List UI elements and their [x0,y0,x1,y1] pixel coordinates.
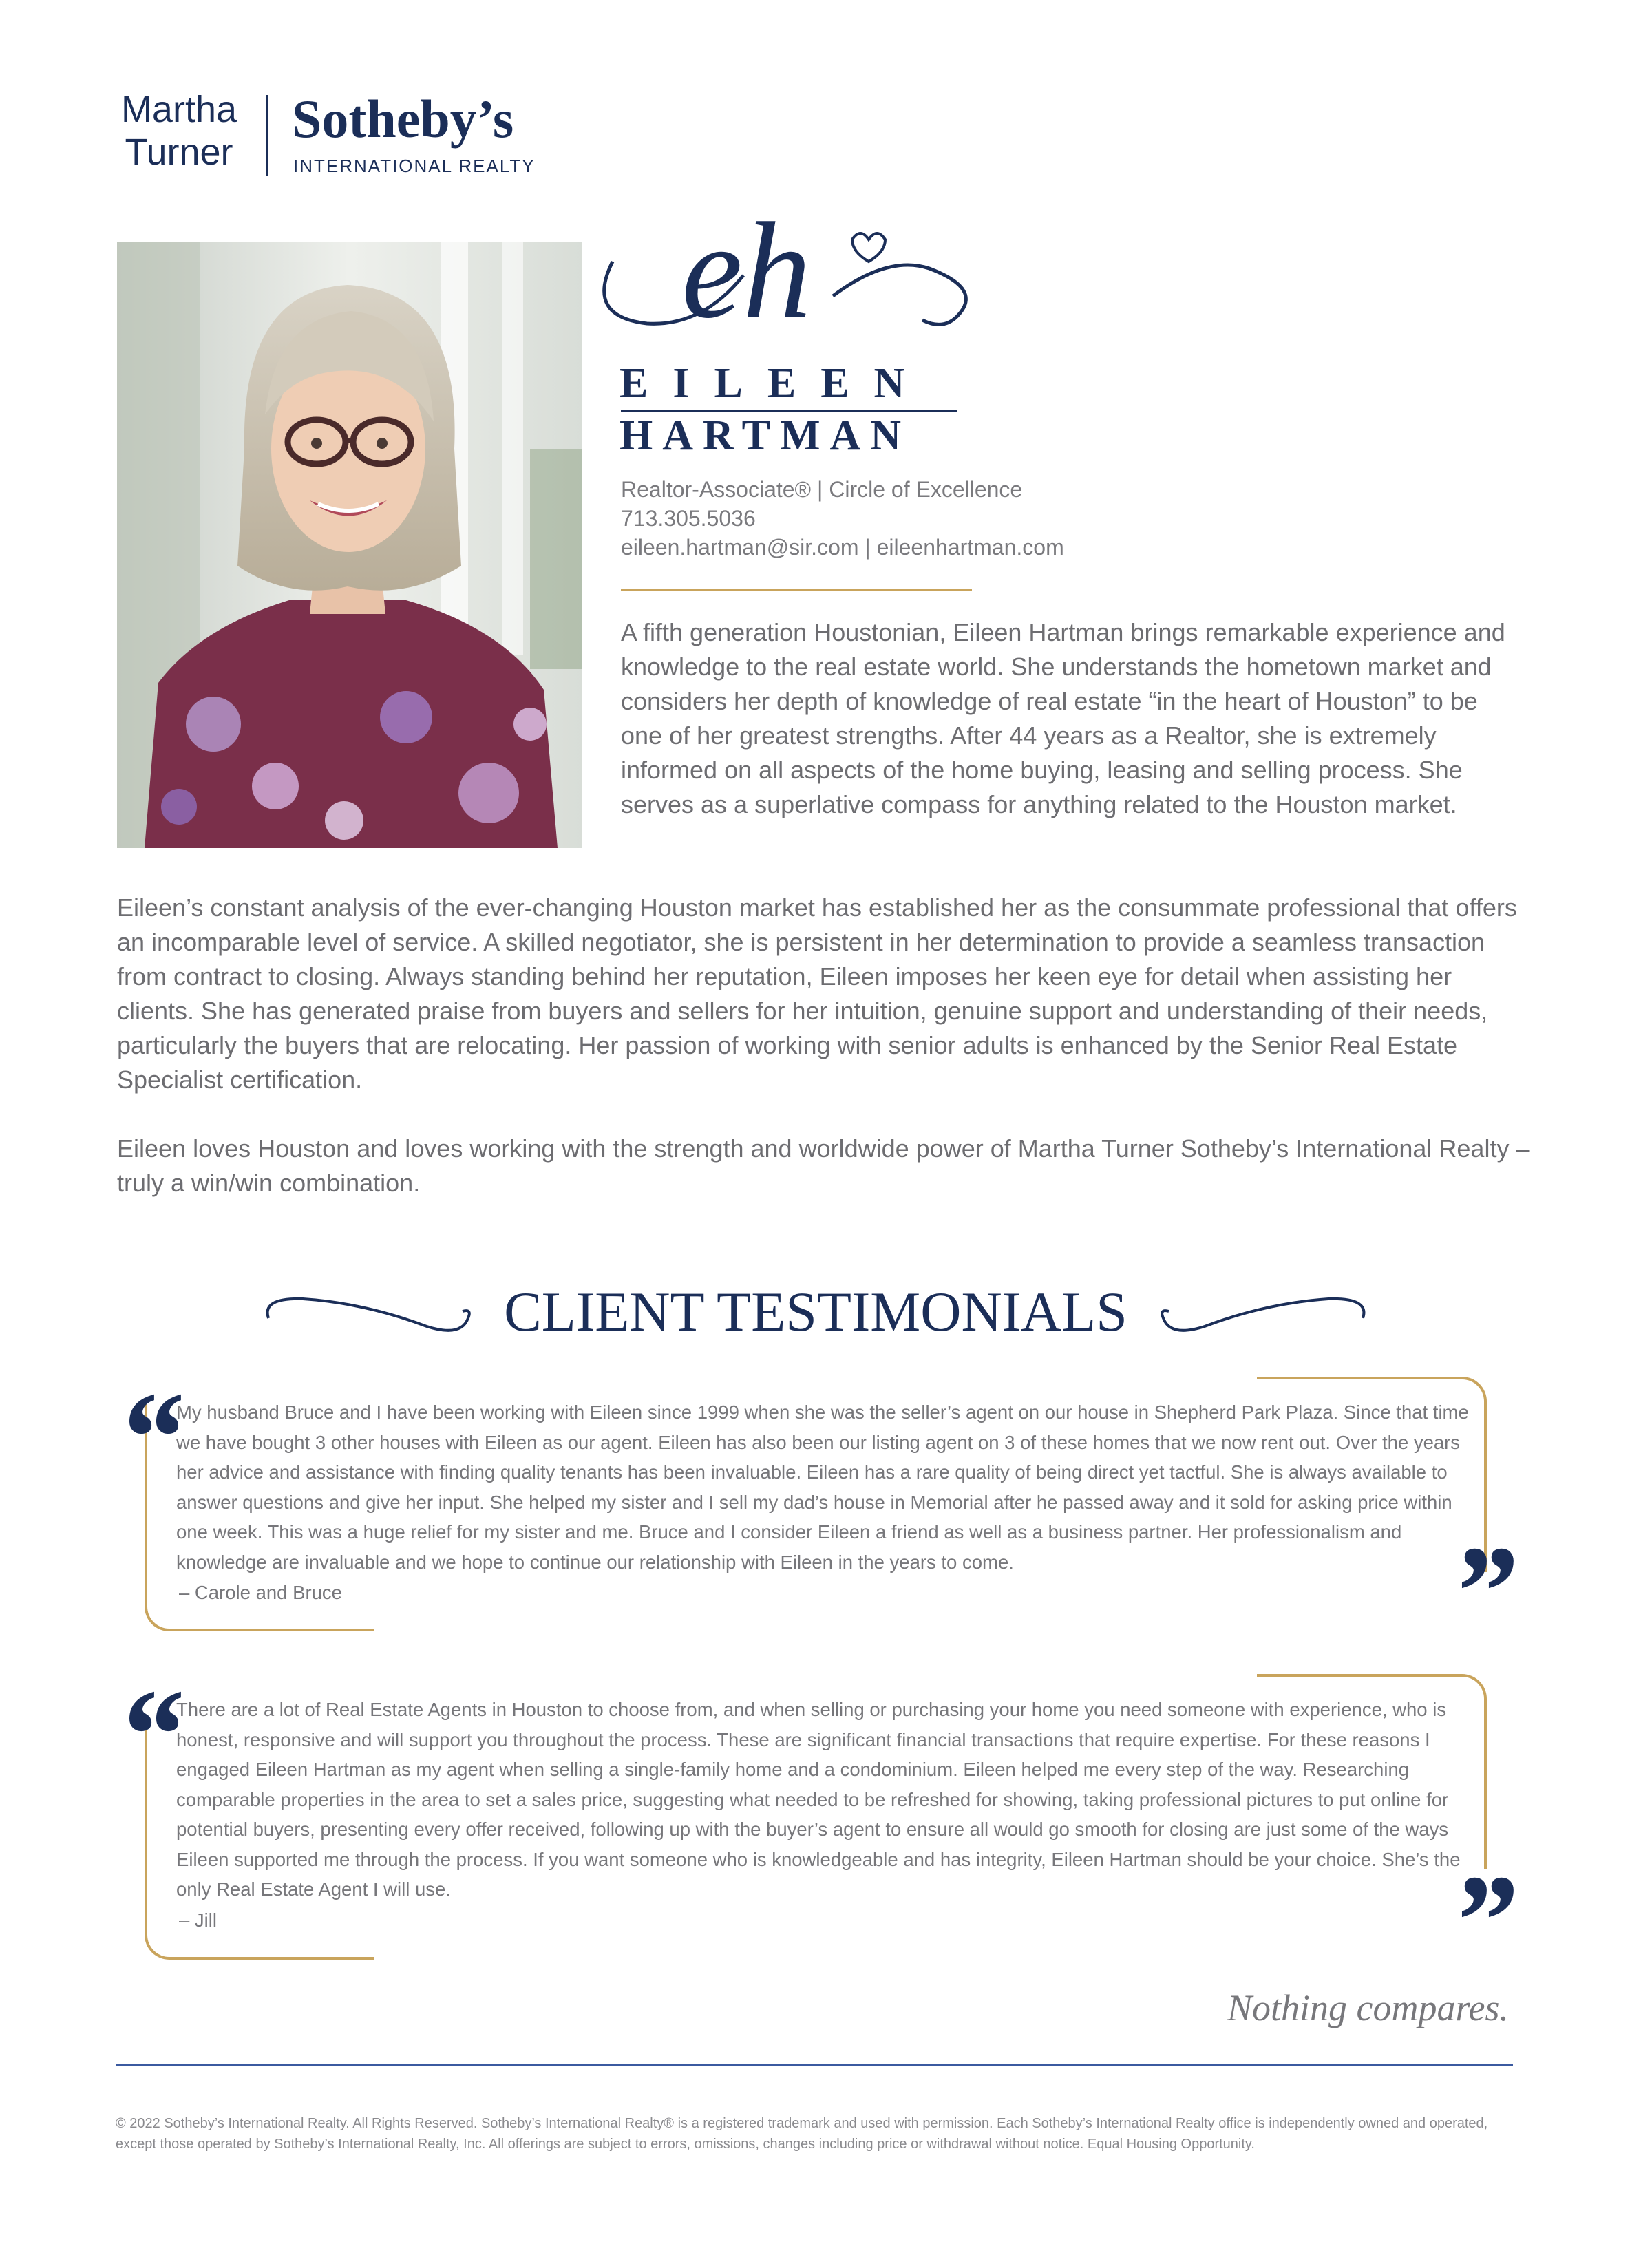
testimonial-author: – Jill [179,1909,218,1931]
brand-sothebys: Sotheby’s [292,89,514,149]
footer-divider [116,2064,1513,2066]
agent-last-name: HARTMAN [620,412,911,459]
brand-turner: Turner [125,131,233,173]
agent-title: Realtor-Associate® | Circle of Excellence [621,477,1023,502]
contact-divider [621,589,972,591]
testimonial-author: – Carole and Bruce [179,1582,342,1603]
heart-icon [852,233,885,262]
open-quote-icon: “ [117,1663,182,1808]
testimonial-card [117,1663,1516,1993]
bio-paragraph: Eileen’s constant analysis of the ever-changing Houston market has established her as the consummate professional that offers an incomparable level of service. A skilled negotiator, she is persistent in her determination to provide a seamless transaction from contract to closing. Always standing behind her reputation, Eileen imposes her keen eye for detail when assisting her clients. She has generated praise from buyers and sellers for her intuition, genuine support and understanding of their needs, particularly the buyers that are relocating. Her passion of working with senior adults is enhanced by the Senior Real Estate Specialist certification. [117,893,1517,1094]
testimonial-card [117,1366,1516,1664]
testimonial-text: My husband Bruce and I have been working with Eileen since 1999 when she was the seller’s agent on our house in Shepherd Park Plaza. Since that time we have bought 3 other houses with Eileen as our agent. Eileen has also been our listing agent on 3 of these homes that we now rent out. Over the years her advice and assistance with finding quality tenants has been invaluable. Eileen has a rare quality of being direct yet tactful. She is always available to answer questions and give her input. She helped my sister and I sell my dad’s house in Memorial after he passed away and it sold for asking price within one week. This was a huge relief for my sister and me. Bruce and I consider Eileen a friend as well as a business partner. Her professionalism and knowledge are invaluable and we hope to continue our relationship with Eileen in the years to come. [176,1401,1469,1573]
brand-martha: Martha [120,89,237,130]
bio-paragraph: A fifth generation Houstonian, Eileen Hartman brings remarkable experience and knowledge to the real estate world. She understands the hometown market and considers her depth of knowledge of real estate “in the heart of Houston” to be one of her greatest strengths. After 44 years as a Realtor, she is extremely informed on all aspects of the home buying, leasing and selling process. She serves as a superlative compass for anything related to the Houston market. [621,618,1505,818]
tagline: Nothing compares. [1227,1987,1509,2028]
agent-photo [117,242,582,848]
agent-first-name: EILEEN [620,360,930,407]
decorative-swash-left [262,1284,482,1339]
agent-contact-block [621,475,1064,562]
brand-international-realty: INTERNATIONAL REALTY [293,156,536,176]
decorative-swash-right [1150,1284,1370,1339]
brokerage-logo-martha-turner [110,88,248,173]
testimonial-text: There are a lot of Real Estate Agents in Houston to choose from, and when selling or purchasing your home you need someone with experience, who is honest, responsive and will support you throughout the process. These are significant financial transactions that require expertise. For these reasons I engaged Eileen Hartman as my agent when selling a single-family home and a condominium. Eileen helped me every step of the way. Researching comparable properties in the area to set a sales price, suggesting what needed to be refreshed for showing, taking professional pictures to put online for potential buyers, presenting every offer received, following up with the buyer’s agent to ensure all would go smooth for closing are just some of the ways Eileen supported me through the process. If you want someone who is knowledgeable and has integrity, Eileen Hartman should be your choice. She’s the only Real Estate Agent I will use. [176,1699,1461,1900]
open-quote-icon: “ [117,1366,182,1510]
bio-paragraph: Eileen loves Houston and loves working with the strength and worldwide power of Martha Turner Sotheby’s International Realty – truly a win/win combination. [117,1134,1530,1197]
agent-email-website[interactable]: eileen.hartman@sir.com | eileenhartman.com [621,535,1064,560]
agent-monogram-logo [599,158,984,344]
agent-phone[interactable]: 713.305.5036 [621,506,756,531]
testimonials-heading: CLIENT TESTIMONIALS [504,1280,1127,1343]
legal-disclaimer: © 2022 Sotheby’s International Realty. All Rights Reserved. Sotheby’s International Realty® is a registered trademark and used with permission. Each Sotheby’s International Realty office is independently owned and operated, except those operated by Sotheby’s International Realty, Inc. All offerings are subject to errors, omissions, changes including price or withdrawal without notice. Equal Housing Opportunity. [116,2116,1488,2152]
close-quote-icon: ” [1450,1520,1516,1664]
close-quote-icon: ” [1450,1849,1516,1993]
monogram-text: eh [681,195,812,344]
brand-divider [266,95,268,176]
